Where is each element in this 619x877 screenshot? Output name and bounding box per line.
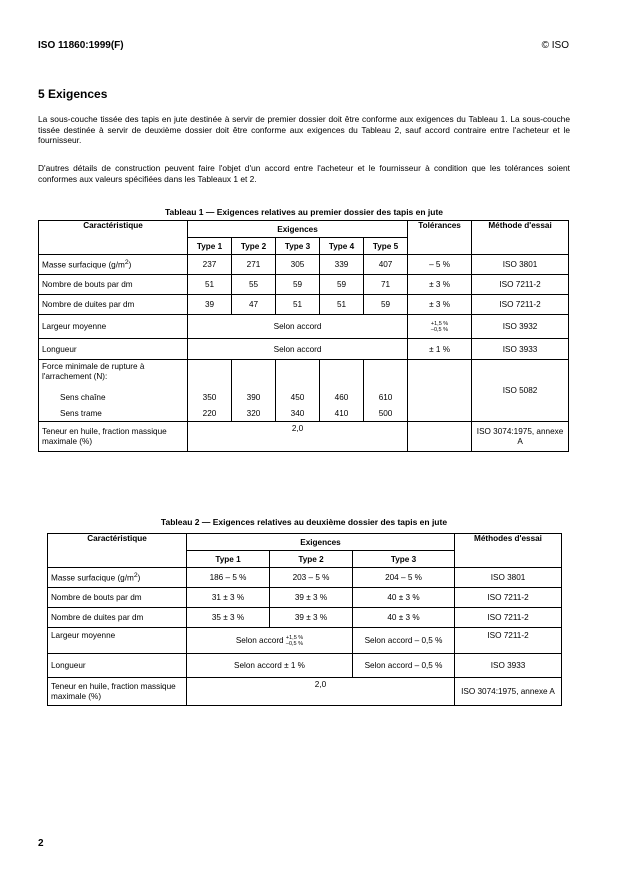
sub-label: Sens chaîne <box>60 393 106 402</box>
cell: 39 ± 3 % <box>270 588 353 608</box>
cell: 340 <box>276 406 320 422</box>
t2-header-characteristic: Caractéristique <box>48 534 187 568</box>
table-row <box>48 588 562 608</box>
value-text: Selon accord <box>235 635 284 645</box>
cell-method: ISO 3074:1975, annexe A <box>472 422 569 452</box>
cell: Selon accord – 0,5 % <box>353 654 455 678</box>
t1-header-requirements: Exigences <box>188 221 408 238</box>
tol-minus: –0,5 % <box>285 640 304 647</box>
paragraph-1: La sous-couche tissée des tapis en jute destinée à servir de premier dossier doit être conforme aux exigences du Tableau 1. La sous-couche tissée destinée à servir de deuxième dossier doit être conforme aux exigences du Tableau 2, sauf accord contraire entre l'acheteur et le fournisseur. <box>38 114 570 145</box>
cell: 39 <box>188 295 232 315</box>
cell-tolerance: ± 3 % <box>408 275 472 295</box>
tol-minus: –0,5 % <box>430 326 449 333</box>
cell: 305 <box>276 255 320 275</box>
cell-method: ISO 3933 <box>472 339 569 360</box>
t1-header-tolerances: Tolérances <box>408 221 472 255</box>
cell: 59 <box>276 275 320 295</box>
cell-span: 2,0 <box>188 422 408 452</box>
cell: 51 <box>320 295 364 315</box>
row-label: Teneur en huile, fraction massique maximale (%) <box>39 422 188 452</box>
cell-method: ISO 7211-2 <box>455 588 562 608</box>
table-row <box>39 360 569 390</box>
cell: 220 <box>188 406 232 422</box>
cell: 237 <box>188 255 232 275</box>
cell-span <box>187 628 353 654</box>
t2-header-type: Type 2 <box>270 551 353 568</box>
t1-header-type: Type 2 <box>232 238 276 255</box>
cell: 203 – 5 % <box>270 568 353 588</box>
row-label: Largeur moyenne <box>39 315 188 339</box>
t2-header-type: Type 3 <box>353 551 455 568</box>
cell: 204 – 5 % <box>353 568 455 588</box>
table-row <box>39 422 569 452</box>
tol-plus: +1,5 % <box>430 320 449 327</box>
table2-caption: Tableau 2 — Exigences relatives au deuxième dossier des tapis en jute <box>160 517 448 527</box>
t1-header-characteristic: Caractéristique <box>39 221 188 255</box>
row-label: Nombre de duites par dm <box>48 608 187 628</box>
row-label: Masse surfacique $(g/m^2)$ <box>39 255 188 275</box>
section-title: 5 Exigences <box>38 87 108 101</box>
cell: 460 <box>320 390 364 406</box>
cell: 35 ± 3 % <box>187 608 270 628</box>
t2-header-requirements: Exigences <box>187 534 455 551</box>
table1-caption: Tableau 1 — Exigences relatives au premier dossier des tapis en jute <box>164 207 444 217</box>
t1-header-type: Type 4 <box>320 238 364 255</box>
row-label: Longueur <box>39 339 188 360</box>
cell-method: ISO 7211-2 <box>455 628 562 654</box>
cell: 40 ± 3 % <box>353 608 455 628</box>
cell: 59 <box>364 295 408 315</box>
cell: 407 <box>364 255 408 275</box>
cell-method: ISO 3074:1975, annexe A <box>455 678 562 706</box>
cell: 271 <box>232 255 276 275</box>
cell: 31 ± 3 % <box>187 588 270 608</box>
row-label: Largeur moyenne <box>48 628 187 654</box>
cell-method: ISO 7211-2 <box>472 295 569 315</box>
cell-tolerance: ± 3 % <box>408 295 472 315</box>
cell: 390 <box>232 390 276 406</box>
cell: 350 <box>188 390 232 406</box>
cell: 59 <box>320 275 364 295</box>
copyright: © ISO <box>541 40 569 51</box>
cell-span: 2,0 <box>187 678 455 706</box>
cell-span: Selon accord ± 1 % <box>187 654 353 678</box>
paragraph-2: D'autres détails de construction peuvent faire l'objet d'un accord entre l'acheteur et le fournisseur à condition que les tolérances soient conformes aux valeurs spécifiées dans les Tableaux 1 et 2. <box>38 163 570 184</box>
cell-method: ISO 3801 <box>472 255 569 275</box>
row-label: Teneur en huile, fraction massique maximale (%) <box>48 678 187 706</box>
t2-header-type: Type 1 <box>187 551 270 568</box>
table-row <box>48 628 562 654</box>
table2 <box>47 533 562 706</box>
table-row <box>48 678 562 706</box>
cell: 55 <box>232 275 276 295</box>
cell-method: ISO 7211-2 <box>455 608 562 628</box>
table-row <box>39 339 569 360</box>
document-id: ISO 11860:1999(F) <box>38 40 124 51</box>
row-label: Nombre de bouts par dm <box>39 275 188 295</box>
table-row <box>39 295 569 315</box>
cell-tolerance <box>408 422 472 452</box>
t2-header-methods: Méthodes d'essai <box>455 534 562 568</box>
cell: 610 <box>364 390 408 406</box>
cell: 186 – 5 % <box>187 568 270 588</box>
page-number: 2 <box>38 838 44 849</box>
row-label: Nombre de duites par dm <box>39 295 188 315</box>
sub-label: Sens trame <box>60 408 102 418</box>
t1-header-type: Type 1 <box>188 238 232 255</box>
cell-method: ISO 7211-2 <box>472 275 569 295</box>
cell-tolerance <box>408 315 472 339</box>
cell: 71 <box>364 275 408 295</box>
cell-span: Selon accord <box>188 315 408 339</box>
table-row <box>39 275 569 295</box>
cell: 320 <box>232 406 276 422</box>
cell: 40 ± 3 % <box>353 588 455 608</box>
cell: 51 <box>188 275 232 295</box>
cell-tolerance: ± 1 % <box>408 339 472 360</box>
cell-method: ISO 5082 <box>472 360 569 422</box>
cell: 51 <box>276 295 320 315</box>
cell-tolerance: – 5 % <box>408 255 472 275</box>
cell-method: ISO 3801 <box>455 568 562 588</box>
table1 <box>38 220 569 452</box>
tol-plus: +1,5 % <box>285 634 304 641</box>
row-label: Nombre de bouts par dm <box>48 588 187 608</box>
cell-span: Selon accord <box>188 339 408 360</box>
t1-header-type: Type 5 <box>364 238 408 255</box>
cell: 47 <box>232 295 276 315</box>
cell-method: ISO 3932 <box>472 315 569 339</box>
t1-header-type: Type 3 <box>276 238 320 255</box>
cell: 450 <box>276 390 320 406</box>
table-row <box>39 315 569 339</box>
cell: 39 ± 3 % <box>270 608 353 628</box>
row-label: Force minimale de rupture à l'arrachement (N): <box>39 360 188 390</box>
table-row <box>39 255 569 275</box>
row-label: Longueur <box>48 654 187 678</box>
cell: 410 <box>320 406 364 422</box>
table-row <box>48 608 562 628</box>
cell-method: ISO 3933 <box>455 654 562 678</box>
t1-header-method: Méthode d'essai <box>472 221 569 255</box>
cell: 500 <box>364 406 408 422</box>
cell: Selon accord – 0,5 % <box>353 628 455 654</box>
table-row <box>48 568 562 588</box>
cell: 339 <box>320 255 364 275</box>
table-row <box>48 654 562 678</box>
row-label: Masse surfacique $(g/m^2)$ <box>48 568 187 588</box>
